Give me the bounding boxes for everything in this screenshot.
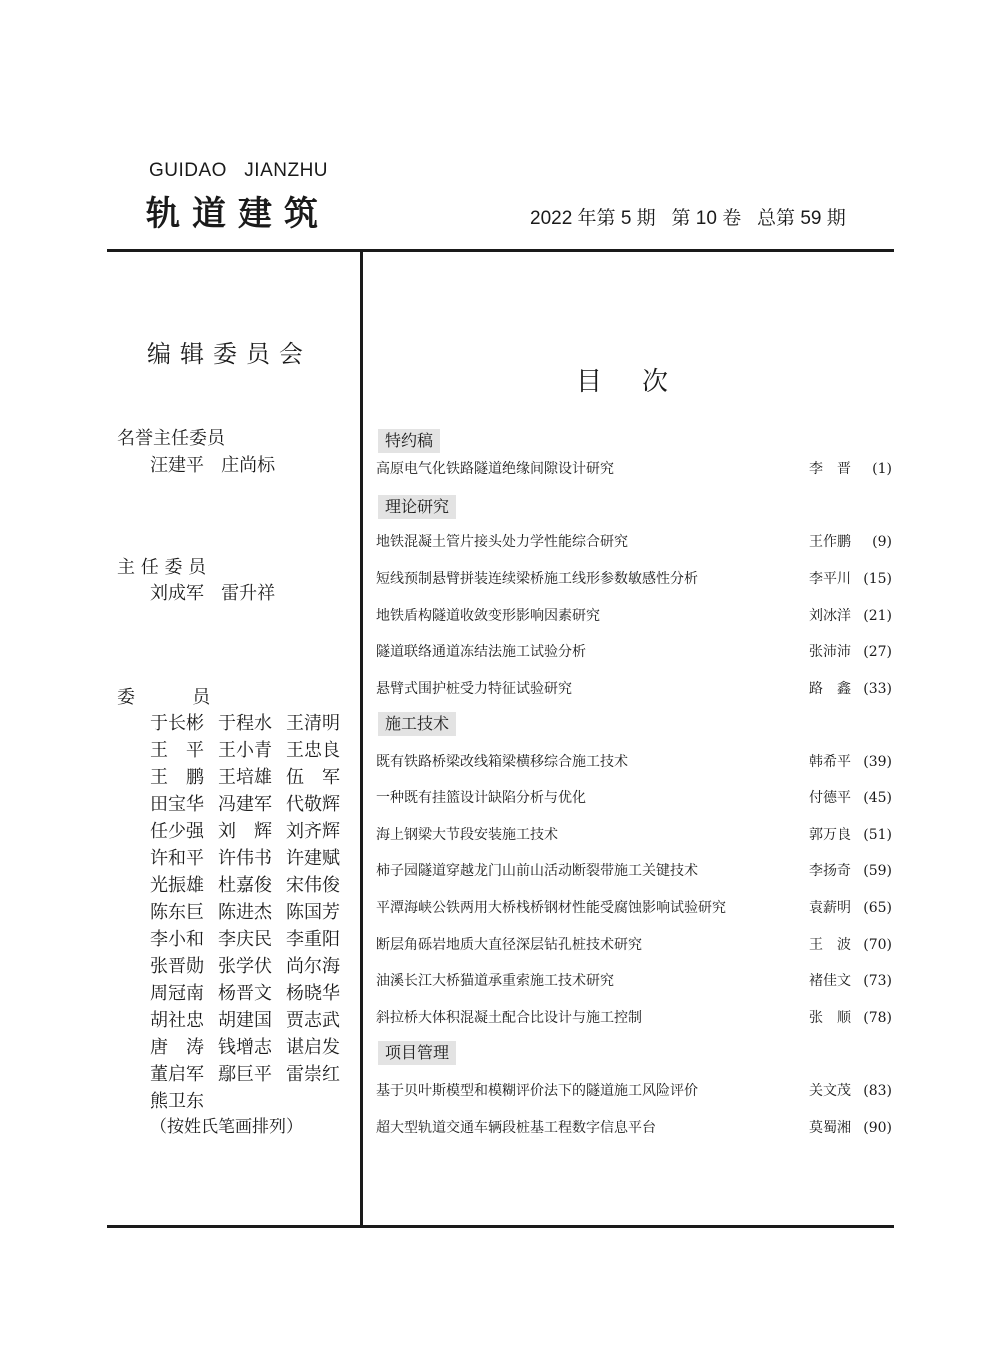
member-name: 谌启发 [286,1037,340,1058]
member-name: 代敬辉 [286,794,340,815]
toc-entry-author: 李扬奇 [809,863,851,879]
member-row [150,709,354,736]
member-row [150,979,354,1006]
toc-entry-author: 张 顺 [809,1010,851,1026]
member-name: 李庆民 [218,929,272,950]
member-name: 宋伟俊 [286,875,340,896]
members-label: 委 员 [117,687,211,708]
member-name: 田宝华 [150,794,204,815]
member-name: 张学伏 [218,956,272,977]
toc-entry-page: (15) [863,571,892,587]
column-divider [360,251,363,1228]
member-name: 许伟书 [218,848,272,869]
member-name: 李小和 [150,929,204,950]
toc-entry-page: (83) [863,1083,892,1099]
toc-entry-page: (59) [863,863,892,879]
toc-entry-page: (70) [863,937,892,953]
toc-entry-title: 断层角砾岩地质大直径深层钻孔桩技术研究 [376,937,642,953]
honorary-director-names: 汪建平 庄尚标 [150,455,276,476]
toc-entry-title: 超大型轨道交通车辆段桩基工程数字信息平台 [376,1120,656,1136]
member-name: 胡社忠 [150,1010,204,1031]
member-row [150,844,354,871]
member-name: 陈东巨 [150,902,204,923]
toc-entry-author: 关文茂 [809,1083,851,1099]
toc-entry-title: 高原电气化铁路隧道绝缘间隙设计研究 [376,461,614,477]
toc-entry-page: (51) [863,827,892,843]
toc-entry-author: 李平川 [809,571,851,587]
members-list [150,709,354,1114]
member-name: 唐 涛 [150,1037,204,1058]
member-name: 董启军 [150,1064,204,1085]
toc-entry-page: (9) [872,534,892,550]
member-name: 鄢巨平 [218,1064,272,1085]
member-name: 陈国芳 [286,902,340,923]
member-name: 李重阳 [286,929,340,950]
member-name: 于程水 [218,713,272,734]
member-name: 于长彬 [150,713,204,734]
member-name: 张晋勋 [150,956,204,977]
member-row [150,871,354,898]
member-row [150,790,354,817]
bottom-rule [107,1225,894,1228]
toc-entry-author: 郭万良 [809,827,851,843]
journal-name: 轨道建筑 [146,194,330,234]
toc-entry-title: 地铁盾构隧道收敛变形影响因素研究 [376,608,600,624]
member-name: 刘 辉 [218,821,272,842]
member-name: 胡建国 [218,1010,272,1031]
member-name: 王培雄 [218,767,272,788]
member-name: 雷崇红 [286,1064,340,1085]
toc-entry-page: (45) [863,790,892,806]
honorary-director-label: 名誉主任委员 [117,428,225,449]
member-name: 王忠良 [286,740,340,761]
toc-entry-title: 一种既有挂篮设计缺陷分析与优化 [376,790,586,806]
ordering-note: （按姓氏笔画排列） [150,1117,303,1137]
toc-entry-author: 付德平 [809,790,851,806]
toc-entry-title: 平潭海峡公铁两用大桥栈桥钢材性能受腐蚀影响试验研究 [376,900,726,916]
toc-entry-title: 海上钢梁大节段安装施工技术 [376,827,558,843]
member-row [150,763,354,790]
toc-entry-author: 张沛沛 [809,644,851,660]
member-row [150,1033,354,1060]
member-row [150,1006,354,1033]
member-name: 王清明 [286,713,340,734]
toc-entry-page: (33) [863,681,892,697]
toc-entry-author: 王 波 [809,937,851,953]
member-name: 尚尔海 [286,956,340,977]
member-name: 贾志武 [286,1010,340,1031]
toc-entry-page: (1) [872,461,892,477]
toc-entry-author: 路 鑫 [809,681,851,697]
toc-entry-title: 斜拉桥大体积混凝土配合比设计与施工控制 [376,1010,642,1026]
member-name: 光振雄 [150,875,204,896]
toc-entry-page: (27) [863,644,892,660]
toc-section-label: 理论研究 [378,495,456,519]
member-name: 周冠南 [150,983,204,1004]
toc-entry-title: 隧道联络通道冻结法施工试验分析 [376,644,586,660]
toc-entry-author: 韩希平 [809,754,851,770]
toc-entry-title: 既有铁路桥梁改线箱梁横移综合施工技术 [376,754,628,770]
member-name: 杨晋文 [218,983,272,1004]
toc-title: 目次 [576,367,709,397]
member-name: 钱增志 [218,1037,272,1058]
toc-entry-author: 莫蜀湘 [809,1120,851,1136]
member-row [150,925,354,952]
member-row [150,817,354,844]
journal-pinyin: GUIDAO JIANZHU [149,160,329,181]
toc-entry-page: (73) [863,973,892,989]
toc-entry-title: 基于贝叶斯模型和模糊评价法下的隧道施工风险评价 [376,1083,698,1099]
director-names: 刘成军 雷升祥 [150,583,276,604]
toc-entry-page: (90) [863,1120,892,1136]
toc-entry-title: 油溪长江大桥猫道承重索施工技术研究 [376,973,614,989]
committee-title: 编辑委员会 [147,340,312,368]
toc-entry-author: 袁薪明 [809,900,851,916]
toc-entry-title: 地铁混凝土管片接头处力学性能综合研究 [376,534,628,550]
member-row [150,736,354,763]
member-row [150,952,354,979]
member-row [150,1060,354,1087]
toc-entry-title: 柿子园隧道穿越龙门山前山活动断裂带施工关键技术 [376,863,698,879]
member-name: 许和平 [150,848,204,869]
director-label: 主 任 委 员 [117,557,207,578]
toc-entry-page: (78) [863,1010,892,1026]
toc-entry-title: 悬臂式围护桩受力特征试验研究 [376,681,572,697]
toc-entry-page: (21) [863,608,892,624]
toc-entry-author: 褚佳文 [809,973,851,989]
member-name: 许建赋 [286,848,340,869]
toc-entry-author: 李 晋 [809,461,851,477]
member-name: 熊卫东 [150,1091,204,1112]
toc-entry-page: (39) [863,754,892,770]
toc-section-label: 项目管理 [378,1041,456,1065]
member-name: 冯建军 [218,794,272,815]
member-name: 杜嘉俊 [218,875,272,896]
top-rule [107,249,894,252]
issue-info: 2022 年第 5 期 第 10 卷 总第 59 期 [530,208,846,229]
toc-entry-title: 短线预制悬臂拼装连续梁桥施工线形参数敏感性分析 [376,571,698,587]
toc-section-label: 特约稿 [378,429,440,453]
member-row [150,898,354,925]
member-name: 陈进杰 [218,902,272,923]
toc-entry-author: 王作鹏 [809,534,851,550]
member-name: 任少强 [150,821,204,842]
toc-entry-page: (65) [863,900,892,916]
member-name: 王 鹏 [150,767,204,788]
member-name: 伍 军 [286,767,340,788]
member-name: 刘齐辉 [286,821,340,842]
toc-section-label: 施工技术 [378,712,456,736]
member-name: 王 平 [150,740,204,761]
member-name: 杨晓华 [286,983,340,1004]
member-name: 王小青 [218,740,272,761]
member-row [150,1087,354,1114]
toc-entry-author: 刘冰洋 [809,608,851,624]
